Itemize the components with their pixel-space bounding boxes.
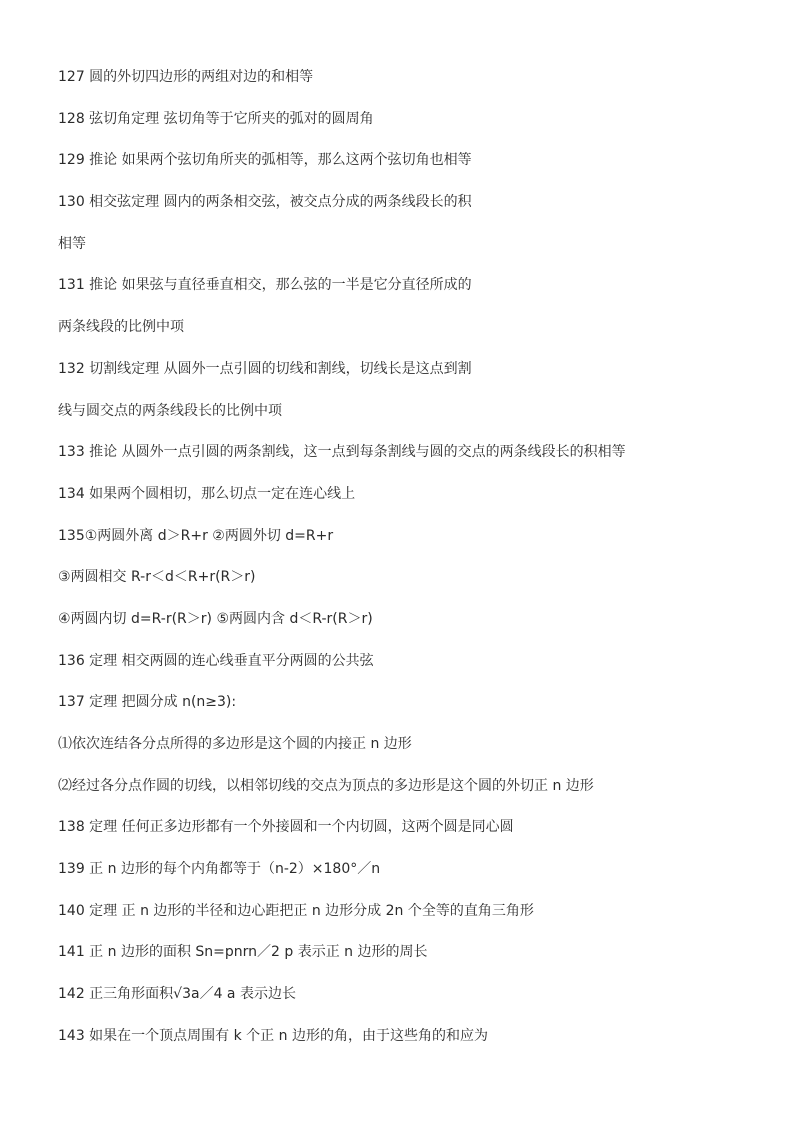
text-line-129: 129 推论 如果两个弦切角所夹的弧相等，那么这两个弦切角也相等: [58, 152, 472, 169]
text-line-135-case4-5: ④两圆内切 d=R-r(R＞r) ⑤两圆内含 d＜R-r(R＞r): [58, 610, 373, 627]
text-line-132: 132 切割线定理 从圆外一点引圆的切线和割线，切线长是这点到割: [58, 360, 472, 377]
text-line-127: 127 圆的外切四边形的两组对边的和相等: [58, 69, 314, 85]
text-line-140: 140 定理 正 n 边形的半径和边心距把正 n 边形分成 2n 个全等的直角三角形: [58, 902, 534, 919]
text-line-130: 130 相交弦定理 圆内的两条相交弦，被交点分成的两条线段长的积: [58, 194, 472, 211]
text-line-136: 136 定理 相交两圆的连心线垂直平分两圆的公共弦: [58, 652, 374, 669]
text-line-135: 135①两圆外离 d＞R+r ②两圆外切 d=R+r: [58, 527, 334, 544]
text-line-137-item1: ⑴依次连结各分点所得的多边形是这个圆的内接正 n 边形: [58, 736, 412, 752]
theorem-list: [58, 66, 768, 1067]
text-line-132-cont: 线与圆交点的两条线段长的比例中项: [58, 402, 282, 419]
text-line-139: 139 正 n 边形的每个内角都等于（n-2）×180°／n: [58, 861, 381, 878]
text-line-137-item2: ⑵经过各分点作圆的切线，以相邻切线的交点为顶点的多边形是这个圆的外切正 n 边形: [58, 777, 594, 794]
text-line-135-case3: ③两圆相交 R-r＜d＜R+r(R＞r): [58, 569, 256, 586]
text-line-133: 133 推论 从圆外一点引圆的两条割线，这一点到每条割线与圆的交点的两条线段长的积相等: [58, 444, 626, 461]
text-line-134: 134 如果两个圆相切，那么切点一定在连心线上: [58, 485, 356, 502]
text-line-143: 143 如果在一个顶点周围有 k 个正 n 边形的角，由于这些角的和应为: [58, 1027, 488, 1044]
text-line-137: 137 定理 把圆分成 n(n≥3):: [58, 694, 237, 711]
text-line-131-cont: 两条线段的比例中项: [58, 319, 184, 336]
text-line-141: 141 正 n 边形的面积 Sn=pnrn／2 p 表示正 n 边形的周长: [58, 944, 428, 961]
text-line-142: 142 正三角形面积√3a／4 a 表示边长: [58, 986, 296, 1003]
text-line-138: 138 定理 任何正多边形都有一个外接圆和一个内切圆，这两个圆是同心圆: [58, 819, 514, 836]
text-line-131: 131 推论 如果弦与直径垂直相交，那么弦的一半是它分直径所成的: [58, 277, 472, 294]
text-line-130-cont: 相等: [58, 235, 86, 252]
text-line-128: 128 弦切角定理 弦切角等于它所夹的弧对的圆周角: [58, 110, 374, 127]
